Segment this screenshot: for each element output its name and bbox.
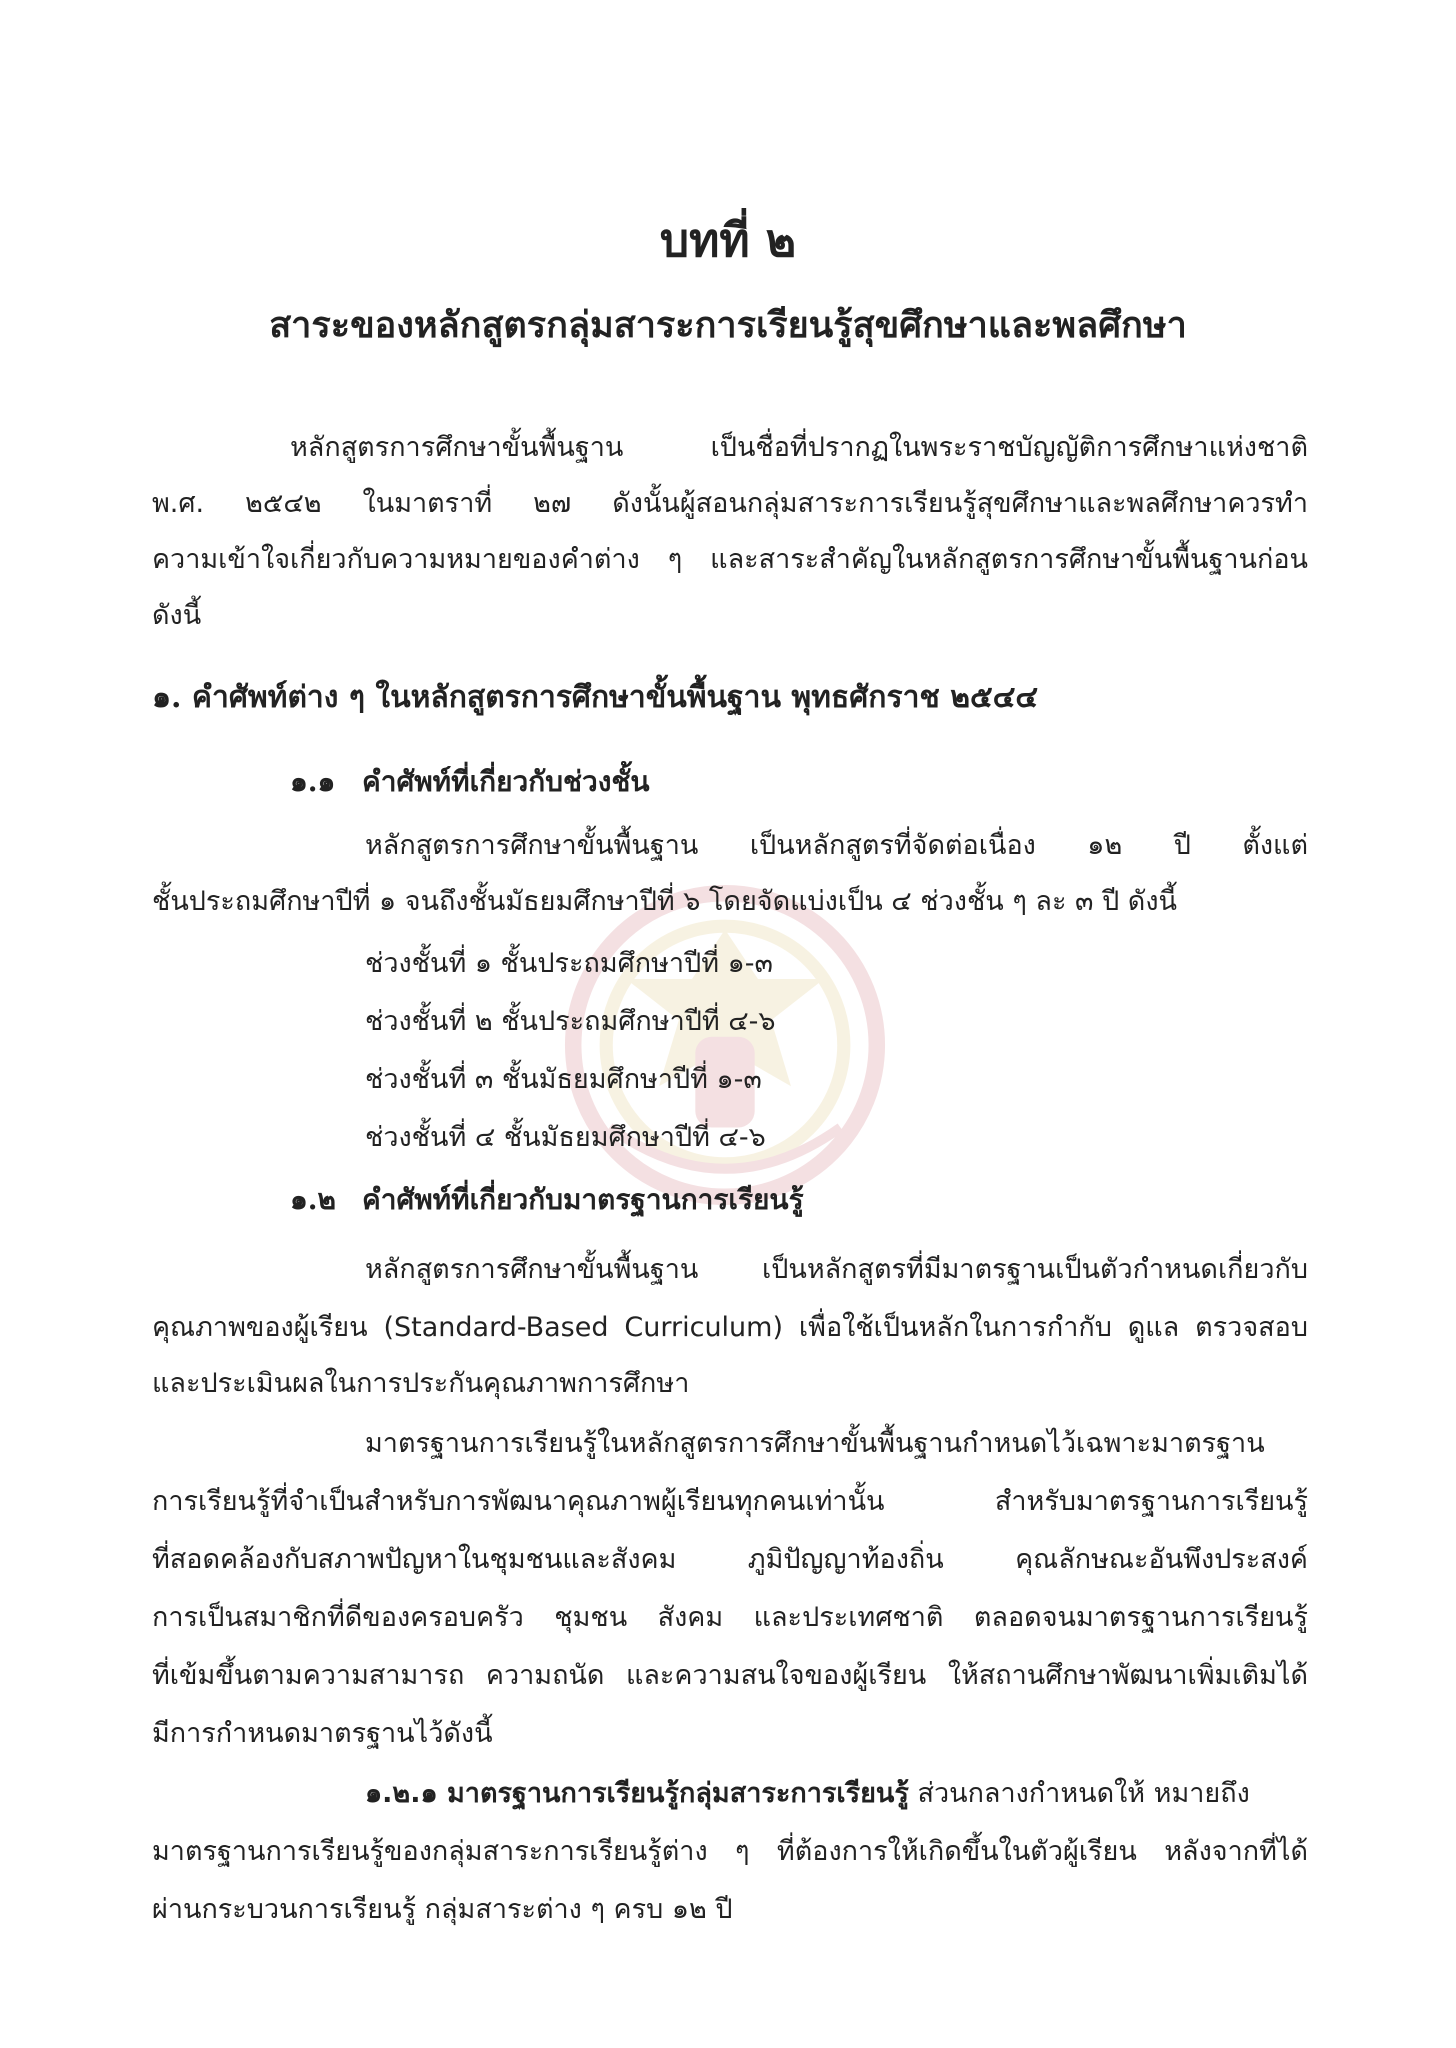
- chapter-heading: บทที่ ๒: [659, 213, 797, 267]
- item-1-2-1-rest: ส่วนกลางกำหนดให้ หมายถึง: [908, 1778, 1250, 1809]
- level-item: ช่วงชั้นที่ ๑ ชั้นประถมศึกษาปีที่ ๑-๓: [365, 948, 773, 979]
- item-1-2-1-lead: [365, 1774, 1308, 1814]
- subsection-number: ๑.๑: [290, 765, 336, 798]
- level-item: ช่วงชั้นที่ ๒ ชั้นประถมศึกษาปีที่ ๔-๖: [365, 1006, 776, 1037]
- chapter-title: สาระของหลักสูตรกลุ่มสาระการเรียนรู้สุขศึกษาและพลศึกษา: [269, 304, 1187, 346]
- subsection-number: ๑.๒: [290, 1183, 336, 1216]
- body-line: มาตรฐานการเรียนรู้ในหลักสูตรการศึกษาขั้นพื้นฐานกำหนดไว้เฉพาะมาตรฐาน: [365, 1428, 1265, 1459]
- body-line: และประเมินผลในการประกันคุณภาพการศึกษา: [152, 1368, 690, 1399]
- institution-seal-watermark: [560, 880, 890, 1210]
- body-line: มาตรฐานการเรียนรู้ของกลุ่มสาระการเรียนรู้ต่าง ๆ ที่ต้องการให้เกิดขึ้นในตัวผู้เรียน หลังจากที่ได้: [152, 1836, 1308, 1867]
- subsection-1-1-heading: [290, 762, 1308, 802]
- intro-line: ความเข้าใจเกี่ยวกับความหมายของคำต่าง ๆ และสาระสำคัญในหลักสูตรการศึกษาขั้นพื้นฐานก่อน: [152, 544, 1308, 575]
- subsection-title: คำศัพท์ที่เกี่ยวกับมาตรฐานการเรียนรู้: [362, 1183, 804, 1216]
- item-1-2-1-bold: ๑.๒.๑ มาตรฐานการเรียนรู้กลุ่มสาระการเรียนรู้: [365, 1778, 909, 1809]
- intro-line: ดังนี้: [152, 600, 202, 631]
- section-1-heading: ๑. คำศัพท์ต่าง ๆ ในหลักสูตรการศึกษาขั้นพื้นฐาน พุทธศักราช ๒๕๔๔: [152, 680, 1039, 715]
- subsection-1-2-heading: [290, 1180, 1308, 1220]
- intro-line: พ.ศ. ๒๕๔๒ ในมาตราที่ ๒๗ ดังนั้นผู้สอนกลุ่มสาระการเรียนรู้สุขศึกษาและพลศึกษาควรทำ: [152, 488, 1308, 519]
- body-line: การเป็นสมาชิกที่ดีของครอบครัว ชุมชน สังคม และประเทศชาติ ตลอดจนมาตรฐานการเรียนรู้: [152, 1602, 1308, 1633]
- level-item: ช่วงชั้นที่ ๓ ชั้นมัธยมศึกษาปีที่ ๑-๓: [365, 1064, 762, 1095]
- body-line: คุณภาพของผู้เรียน (Standard-Based Curriculum) เพื่อใช้เป็นหลักในการกำกับ ดูแล ตรวจสอบ: [152, 1312, 1308, 1343]
- body-line: ที่เข้มขึ้นตามความสามารถ ความถนัด และความสนใจของผู้เรียน ให้สถานศึกษาพัฒนาเพิ่มเติมได้: [152, 1660, 1308, 1691]
- body-line: หลักสูตรการศึกษาขั้นพื้นฐาน เป็นหลักสูตรที่จัดต่อเนื่อง ๑๒ ปี ตั้งแต่: [365, 830, 1308, 861]
- body-line: หลักสูตรการศึกษาขั้นพื้นฐาน เป็นหลักสูตรที่มีมาตรฐานเป็นตัวกำหนดเกี่ยวกับ: [365, 1254, 1308, 1285]
- intro-line: หลักสูตรการศึกษาขั้นพื้นฐาน เป็นชื่อที่ปรากฏในพระราชบัญญัติการศึกษาแห่งชาติ: [290, 432, 1308, 463]
- body-line: การเรียนรู้ที่จำเป็นสำหรับการพัฒนาคุณภาพผู้เรียนทุกคนเท่านั้น สำหรับมาตรฐานการเรียนรู้: [152, 1486, 1308, 1517]
- level-item: ช่วงชั้นที่ ๔ ชั้นมัธยมศึกษาปีที่ ๔-๖: [365, 1122, 766, 1153]
- body-line: มีการกำหนดมาตรฐานไว้ดังนี้: [152, 1718, 493, 1749]
- body-line: ชั้นประถมศึกษาปีที่ ๑ จนถึงชั้นมัธยมศึกษาปีที่ ๖ โดยจัดแบ่งเป็น ๔ ช่วงชั้น ๆ ละ ๓ ปี ดังนี้: [152, 886, 1177, 917]
- body-line: ผ่านกระบวนการเรียนรู้ กลุ่มสาระต่าง ๆ ครบ ๑๒ ปี: [152, 1894, 733, 1925]
- subsection-title: คำศัพท์ที่เกี่ยวกับช่วงชั้น: [362, 765, 650, 798]
- body-line: ที่สอดคล้องกับสภาพปัญหาในชุมชนและสังคม ภูมิปัญญาท้องถิ่น คุณลักษณะอันพึงประสงค์: [152, 1544, 1308, 1575]
